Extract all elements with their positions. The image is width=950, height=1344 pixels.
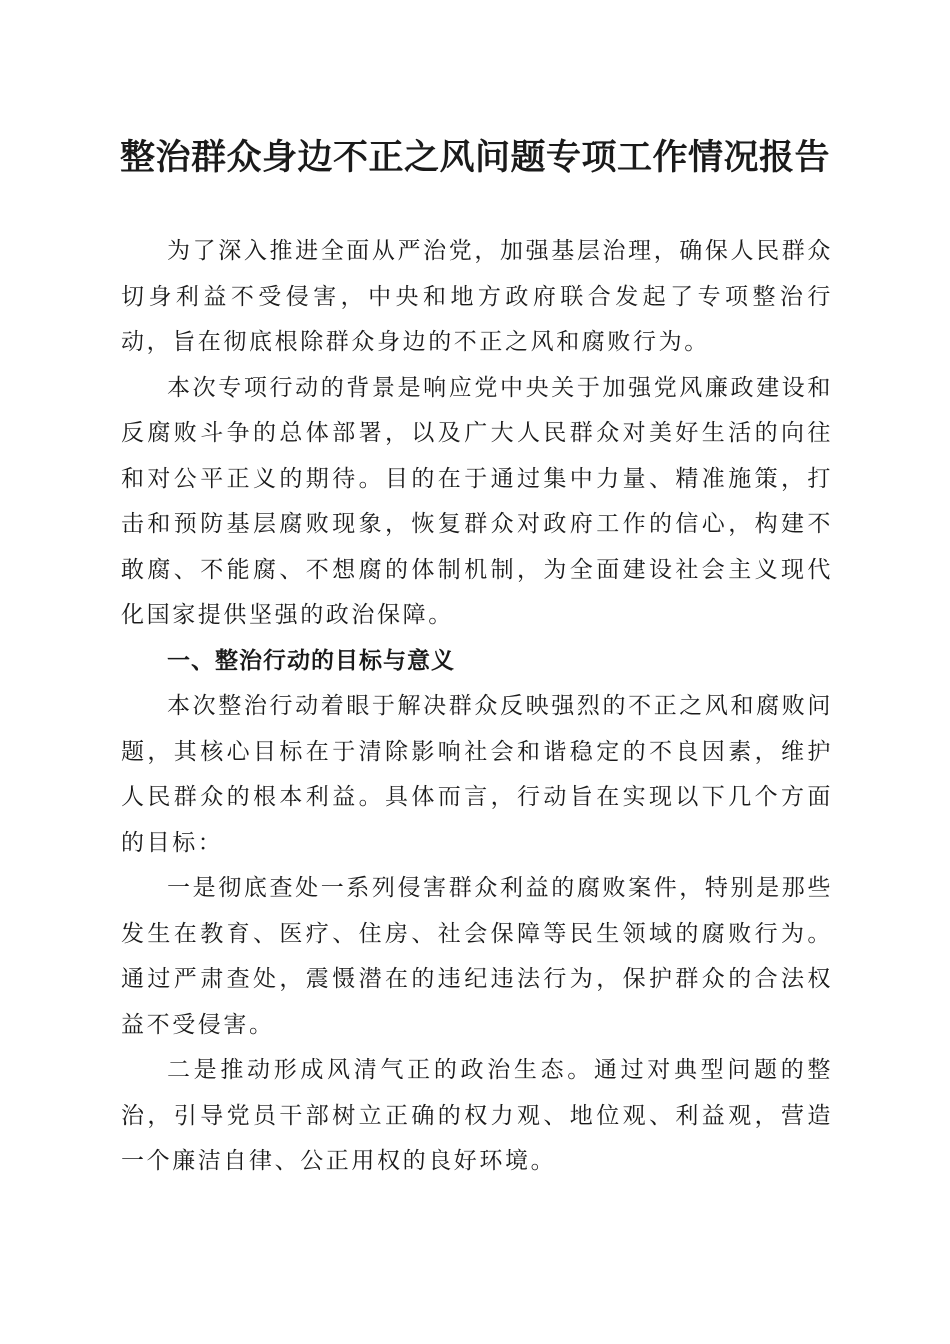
intro-paragraph-2: 本次专项行动的背景是响应党中央关于加强党风廉政建设和反腐败斗争的总体部署，以及广大人民群众对美好生活的向往和对公平正义的期待。目的在于通过集中力量、精准施策，打击和预防基层腐败现象，恢复群众对政府工作的信心，构建不敢腐、不能腐、不想腐的体制机制，为全面建设社会主义现代化国家提供坚强的政治保障。	[121, 374, 833, 628]
section1-paragraph-1: 本次整治行动着眼于解决群众反映强烈的不正之风和腐败问题，其核心目标在于清除影响社会和谐稳定的不良因素，维护人民群众的根本利益。具体而言，行动旨在实现以下几个方面的目标：	[121, 693, 833, 856]
document-title: 整治群众身边不正之风问题专项工作情况报告	[119, 137, 830, 178]
document-body	[121, 229, 833, 1185]
section1-paragraph-3: 二是推动形成风清气正的政治生态。通过对典型问题的整治，引导党员干部树立正确的权力观、地位观、利益观，营造一个廉洁自律、公正用权的良好环境。	[121, 1057, 833, 1174]
intro-paragraph-1: 为了深入推进全面从严治党，加强基层治理，确保人民群众切身利益不受侵害，中央和地方政府联合发起了专项整治行动，旨在彻底根除群众身边的不正之风和腐败行为。	[121, 238, 833, 355]
section1-paragraph-2: 一是彻底查处一系列侵害群众利益的腐败案件，特别是那些发生在教育、医疗、住房、社会保障等民生领域的腐败行为。通过严肃查处，震慑潜在的违纪违法行为，保护群众的合法权益不受侵害。	[121, 875, 833, 1038]
section-heading-1: 一、整治行动的目标与意义	[167, 647, 455, 674]
